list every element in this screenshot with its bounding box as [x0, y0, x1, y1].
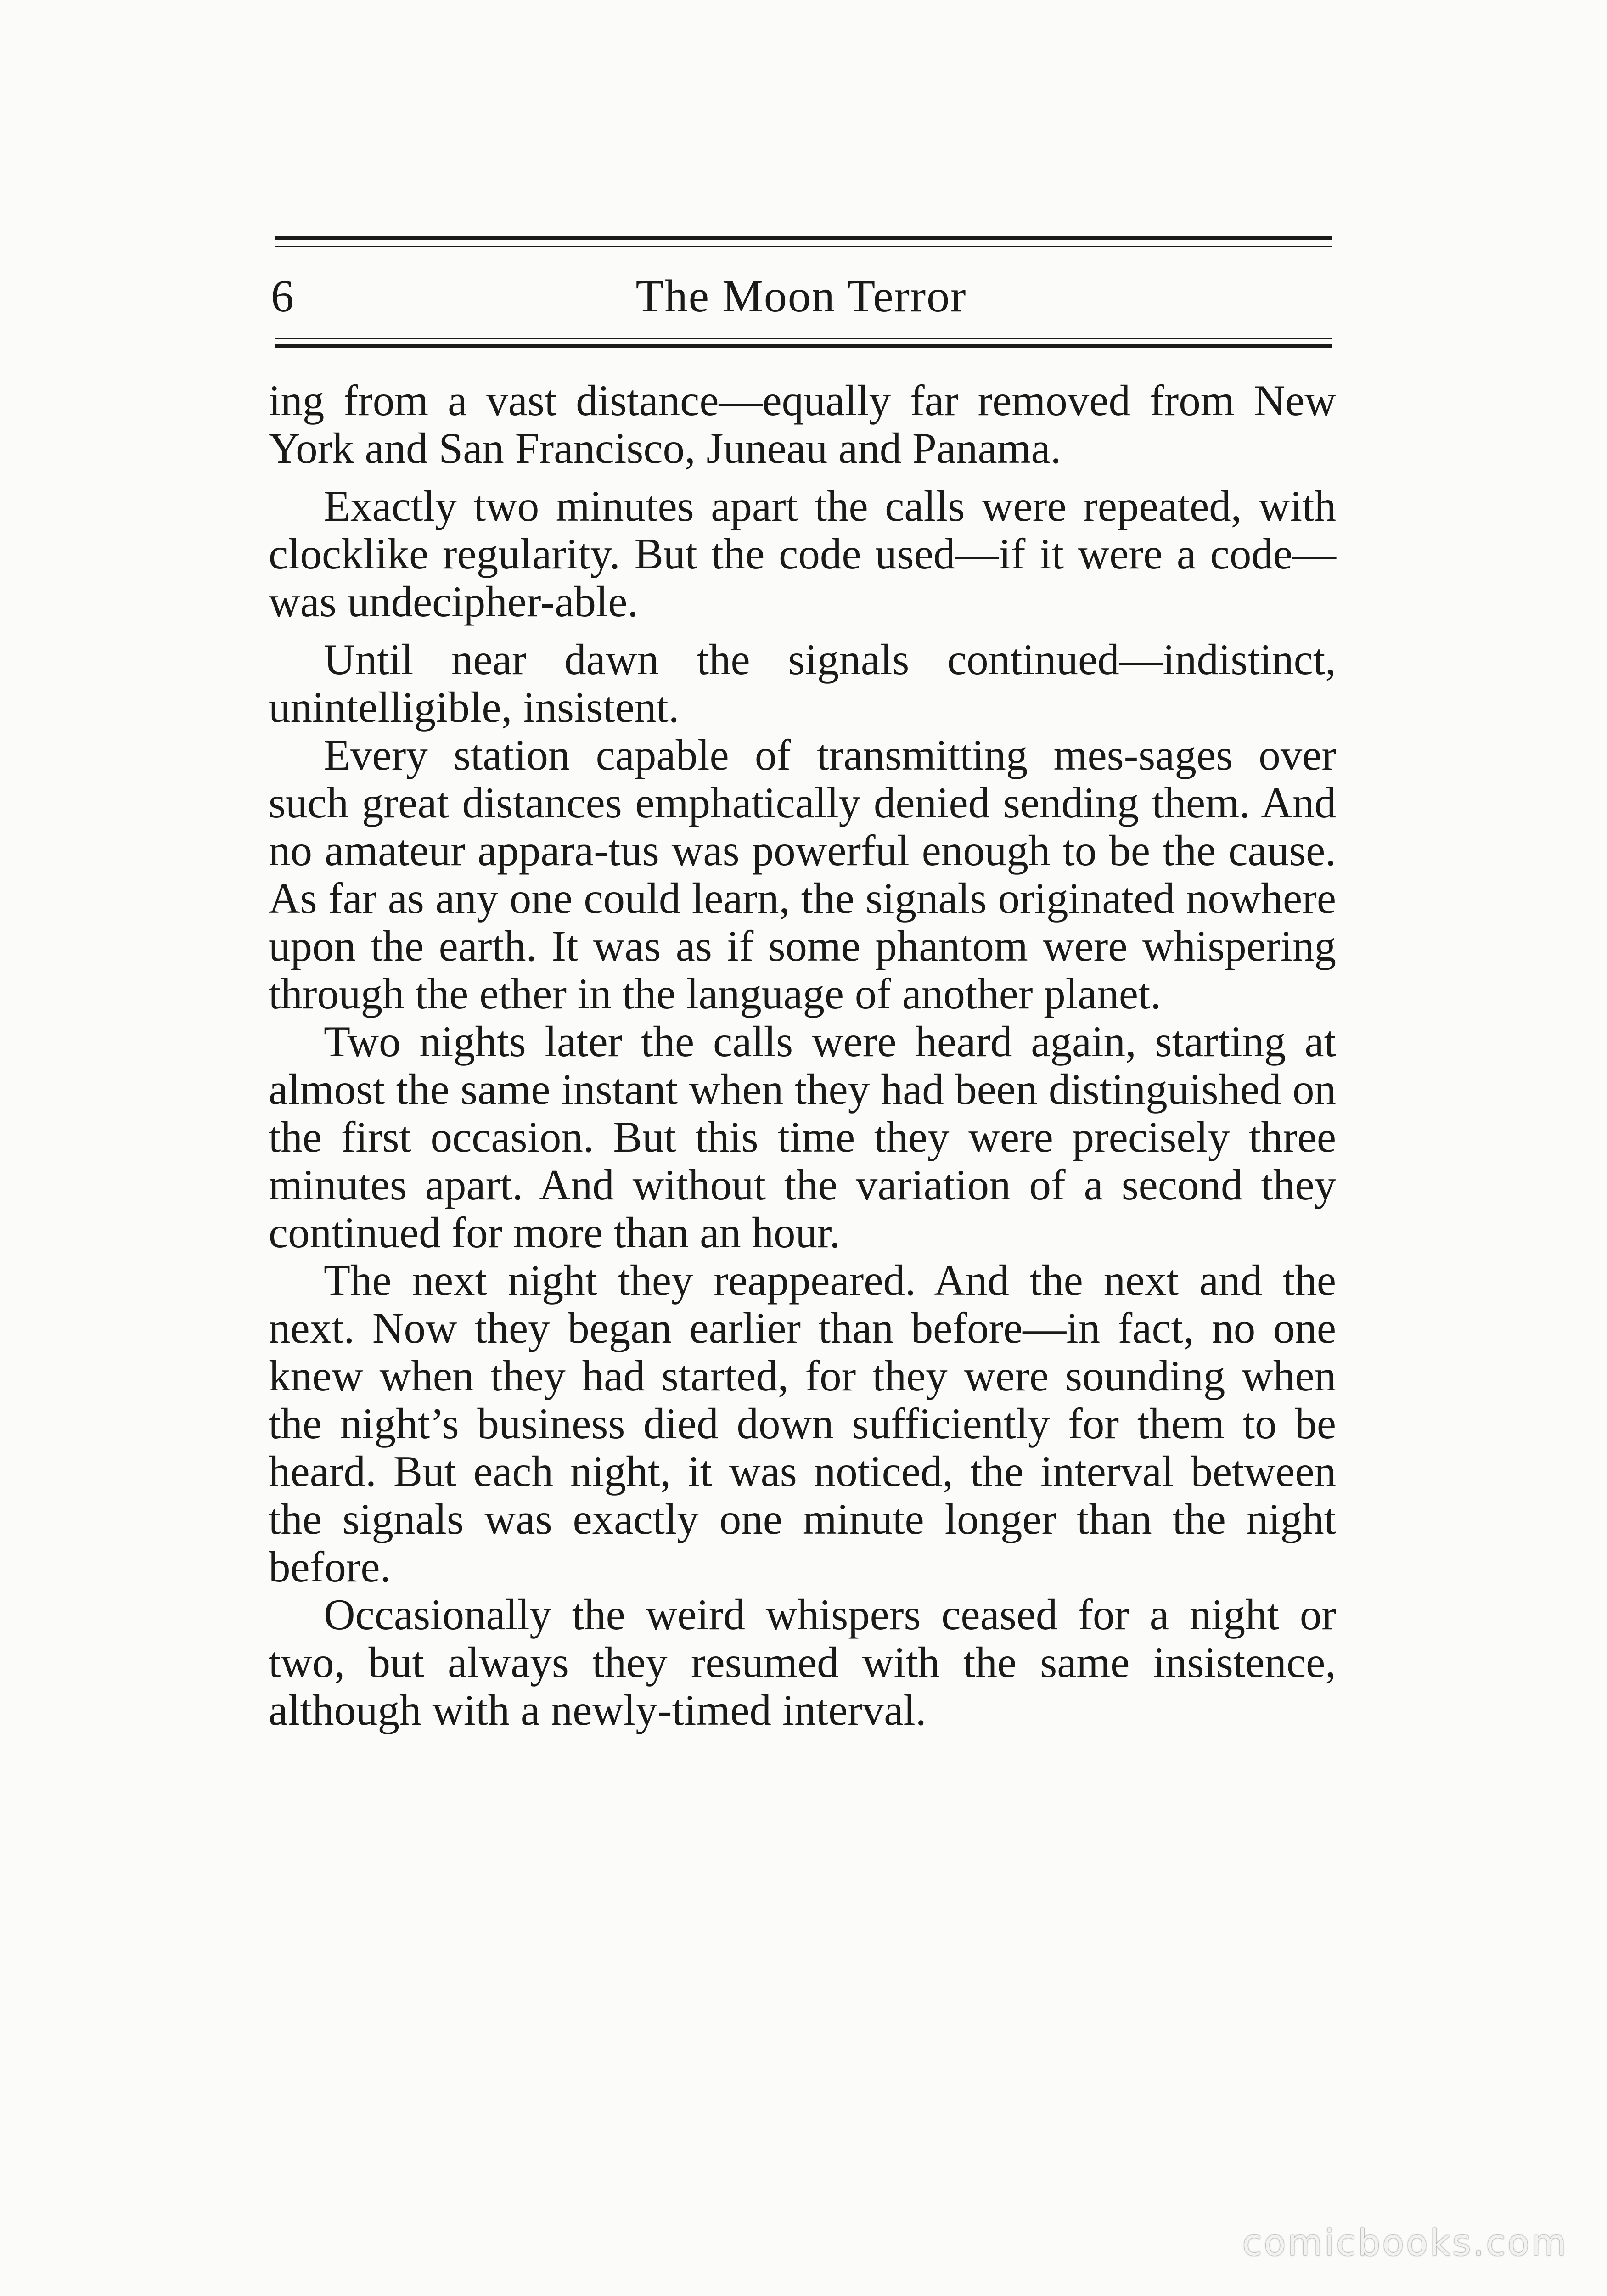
body-text: [269, 377, 1336, 1734]
header-top-rule: [275, 236, 1332, 240]
watermark: comicbooks.com: [1242, 2223, 1568, 2264]
paragraph: Exactly two minutes apart the calls were repeated, with clocklike regularity. But the code used—if it were a code—was undecipher-able.: [269, 482, 1336, 626]
header-bottom-rule-thin: [275, 338, 1332, 339]
paragraph: Occasionally the weird whispers ceased for a night or two, but always they resumed with the same insistence, although with a newly-timed interval.: [269, 1590, 1336, 1734]
paragraph-continued: ing from a vast distance—equally far removed from New York and San Francisco, Juneau and Panama.: [269, 376, 1336, 473]
book-title: The Moon Terror: [635, 270, 967, 321]
paragraph: Two nights later the calls were heard again, starting at almost the same instant when they had been distinguished on the first occasion. But this time they were precisely three minutes apart. And without the variation of a second they continued for more than an hour.: [269, 1017, 1336, 1257]
page-number: 6: [271, 270, 294, 321]
header-bottom-rule: [275, 344, 1332, 348]
paragraph: Until near dawn the signals continued—indistinct, unintelligible, insistent.: [269, 635, 1336, 732]
paragraph: The next night they reappeared. And the next and the next. Now they began earlier than before—in fact, no one knew when they had started, for they were sounding when the night’s business died down sufficiently for them to be heard. But each night, it was noticed, the interval between the signals was exactly one minute longer than the night before.: [269, 1256, 1336, 1591]
running-head: [271, 262, 1332, 331]
paragraph: Every station capable of transmitting mes-sages over such great distances emphatically denied sending them. And no amateur appara-tus was powerful enough to be the cause. As far as any one could learn, the signals originated nowhere upon the earth. It was as if some phantom were whispering through the ether in the language of another planet.: [269, 731, 1336, 1018]
header-top-rule-thin: [275, 246, 1332, 247]
